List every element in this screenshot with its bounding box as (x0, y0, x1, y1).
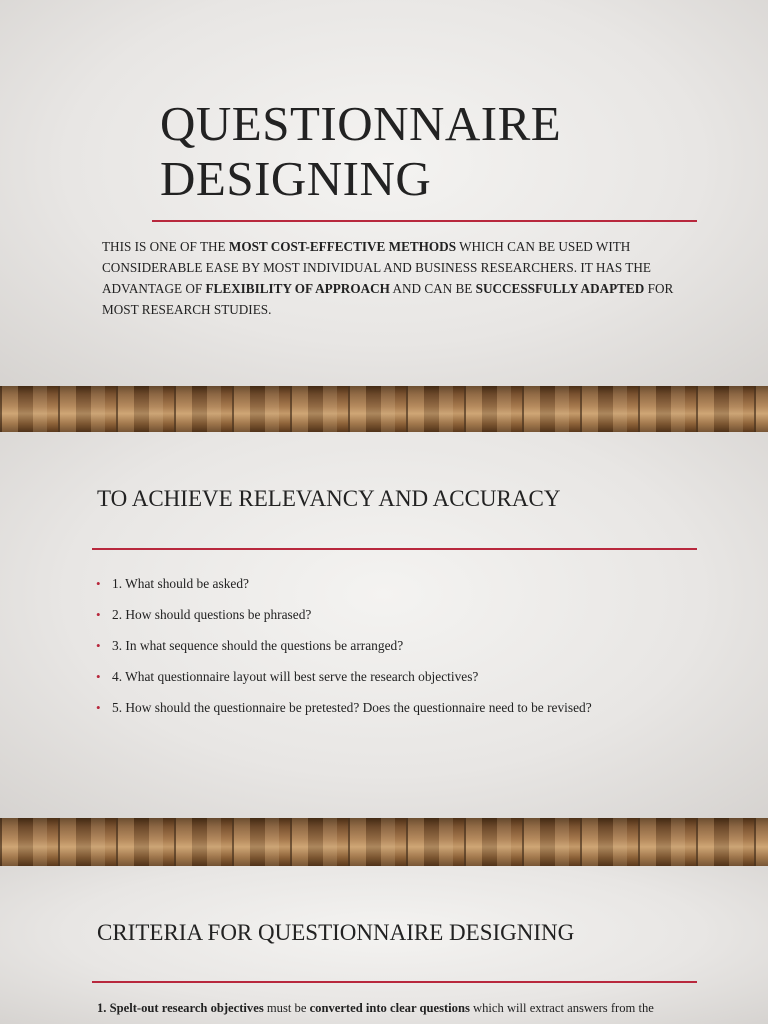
intro-text-1: THIS IS ONE OF THE (102, 239, 229, 254)
heading-divider (92, 548, 697, 550)
intro-text-2: WHICH CAN BE USED WITH CONSIDERABLE EASE BY MOST INDIVIDUAL AND BUSINESS RESEARCHERS. IT HAS THE ADVANTAGE OF (102, 239, 651, 296)
list-item-text: 3. In what sequence should the questions be arranged? (112, 638, 404, 653)
intro-bold-3: SUCCESSFULLY ADAPTED (475, 281, 645, 296)
list-item (96, 568, 592, 599)
bullet-icon: • (96, 576, 101, 591)
intro-text-4: FOR MOST RESEARCH STUDIES. (102, 281, 674, 317)
page-title (160, 96, 561, 206)
list-item-text: 2. How should questions be phrased? (112, 607, 312, 622)
wood-floor-divider (0, 386, 768, 432)
intro-paragraph (102, 236, 702, 320)
title-line-2: DESIGNING (160, 151, 432, 206)
list-item (96, 599, 592, 630)
slide-title (0, 0, 768, 386)
intro-bold-1: MOST COST-EFFECTIVE METHODS (228, 239, 457, 254)
slide-criteria (0, 866, 768, 1024)
criterion-text-1: must be (263, 1001, 310, 1015)
bullet-icon: • (96, 607, 101, 622)
list-item (96, 630, 592, 661)
question-list (96, 568, 592, 723)
section-heading: CRITERIA FOR QUESTIONNAIRE DESIGNING (97, 920, 575, 945)
section-heading: TO ACHIEVE RELEVANCY AND ACCURACY (97, 486, 561, 511)
title-line-1: QUESTIONNAIRE (160, 96, 562, 151)
list-item (96, 661, 592, 692)
slide-relevancy (0, 432, 768, 818)
criterion-bold-2: converted into clear questions (309, 1001, 470, 1015)
list-item-text: 4. What questionnaire layout will best serve the research objectives? (112, 669, 479, 684)
wood-floor-divider (0, 818, 768, 866)
title-divider (152, 220, 697, 222)
bullet-icon: • (96, 669, 101, 684)
heading-divider (92, 981, 697, 983)
bullet-icon: • (96, 700, 101, 715)
list-item-text: 5. How should the questionnaire be pretested? Does the questionnaire need to be revised? (112, 700, 592, 715)
list-item (96, 692, 592, 723)
criterion-text-2: which will extract answers from the (469, 1001, 654, 1015)
intro-text-3: AND CAN BE (389, 281, 476, 296)
bullet-icon: • (96, 638, 101, 653)
list-item-text: 1. What should be asked? (112, 576, 249, 591)
intro-bold-2: FLEXIBILITY OF APPROACH (205, 281, 390, 296)
criterion-bold-1: 1. Spelt-out research objectives (97, 1001, 264, 1015)
criterion-paragraph (97, 999, 697, 1017)
